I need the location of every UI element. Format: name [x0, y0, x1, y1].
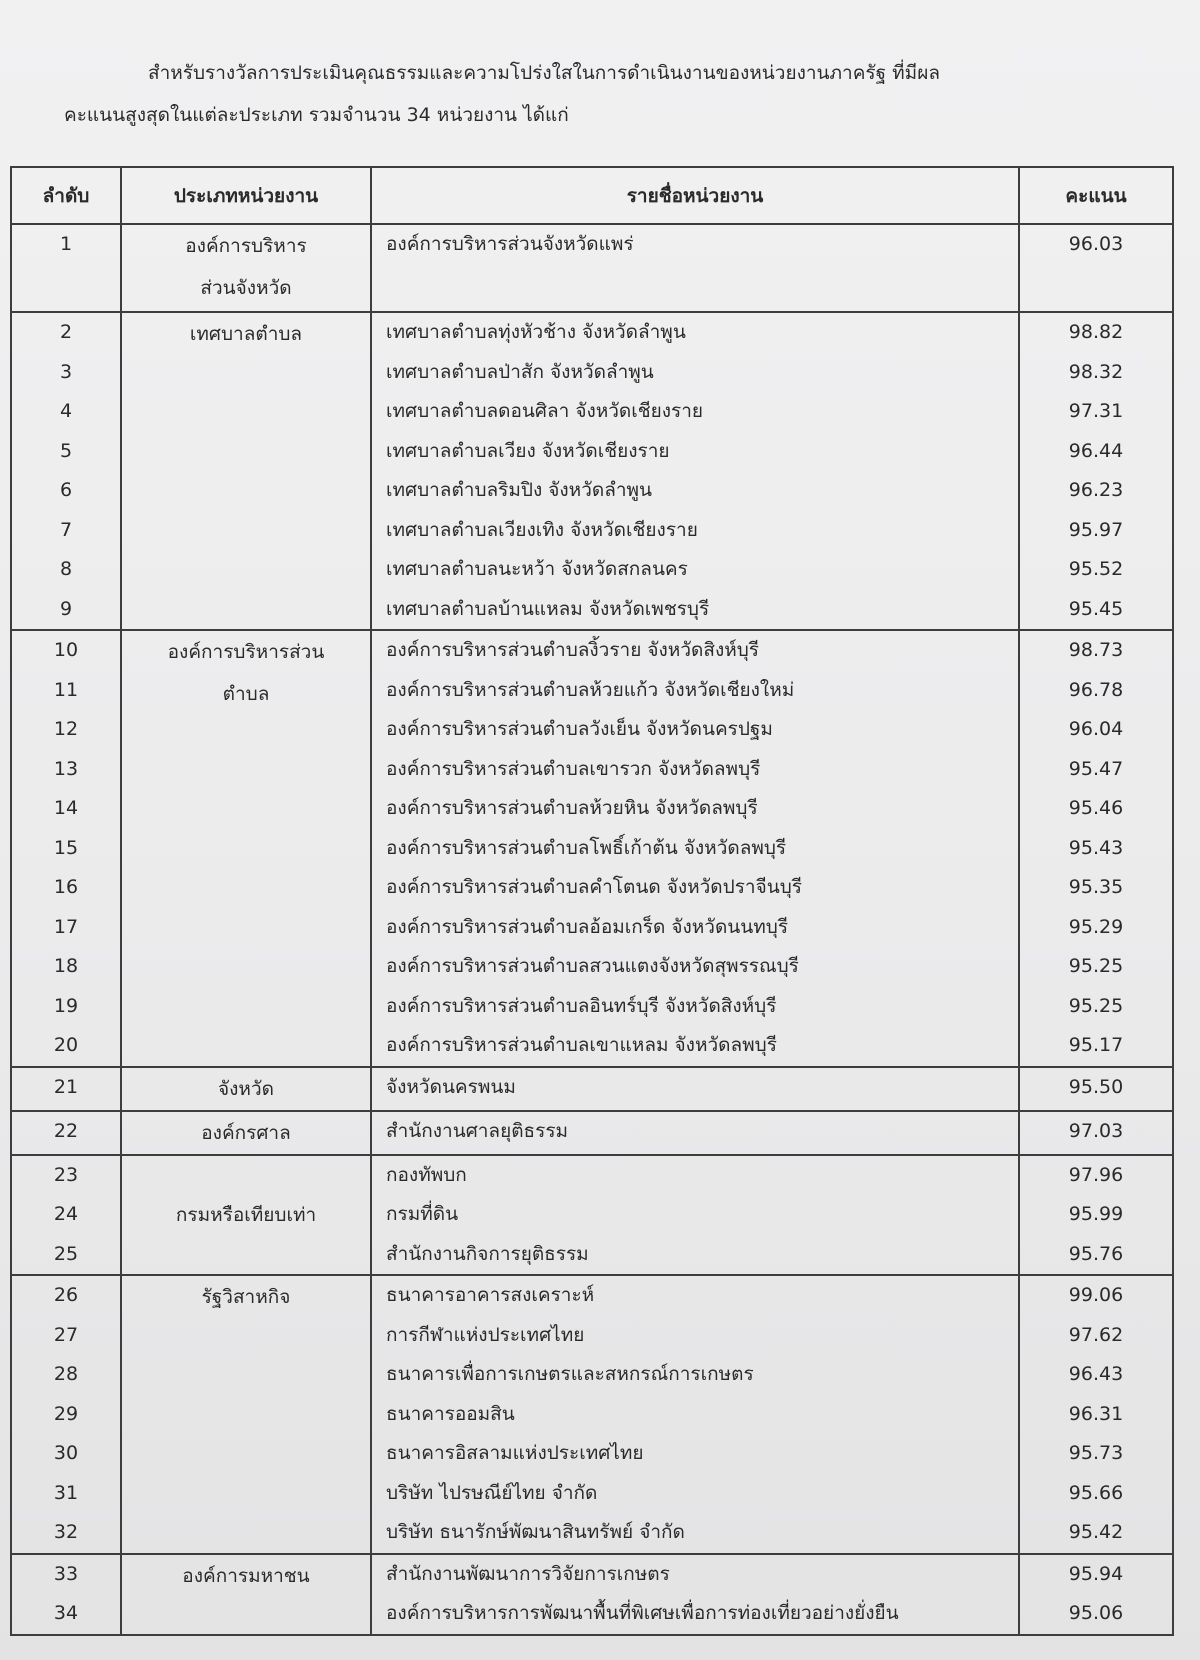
agency-type-label: จังหวัด [218, 1077, 274, 1100]
rank-number: 29 [53, 1402, 79, 1425]
rank-number: 28 [53, 1363, 79, 1385]
rank-number: 34 [53, 1602, 79, 1624]
rank-number: 21 [53, 1075, 79, 1098]
score-value: 95.66 [1068, 1481, 1124, 1504]
agency-type-label: องค์การบริหารส่วน [167, 641, 325, 663]
agency-name: เทศบาลตำบลทุ่งหัวช้าง จังหวัดลำพูน [386, 321, 686, 343]
agency-group [11, 312, 1173, 630]
score-value: 95.25 [1068, 994, 1124, 1017]
rank-number: 32 [53, 1521, 79, 1543]
score-cell [1019, 1111, 1173, 1155]
agency-name-cell [371, 1275, 1019, 1554]
score-value: 98.73 [1068, 639, 1124, 661]
score-value: 95.97 [1068, 518, 1124, 541]
rank-cell [11, 1554, 121, 1635]
agency-name: องค์การบริหารส่วนตำบลงิ้วราย จังหวัดสิงห์บุรี [386, 639, 760, 661]
agency-name: เทศบาลตำบลบ้านแหลม จังหวัดเพชรบุรี [386, 597, 710, 620]
agency-name: สำนักงานกิจการยุติธรรม [386, 1242, 589, 1265]
agency-name: เทศบาลตำบลริมปิง จังหวัดลำพูน [386, 479, 653, 501]
score-cell [1019, 1067, 1173, 1111]
rank-cell [11, 630, 121, 1067]
score-value: 96.78 [1068, 678, 1124, 701]
agency-name: องค์การบริหารส่วนตำบลสวนแตงจังหวัดสุพรรณบุรี [386, 955, 799, 977]
rank-number: 8 [59, 558, 73, 580]
score-cell [1019, 1275, 1173, 1554]
awards-table [10, 166, 1174, 1636]
score-value: 97.96 [1068, 1163, 1124, 1186]
table-row [11, 1554, 1173, 1635]
agency-group [11, 630, 1173, 1067]
agency-type-cell [121, 1554, 371, 1635]
agency-name: บริษัท ธนารักษ์พัฒนาสินทรัพย์ จำกัด [386, 1521, 685, 1543]
agency-name: เทศบาลตำบลป่าสัก จังหวัดลำพูน [386, 360, 654, 383]
rank-number: 12 [53, 718, 79, 740]
rank-cell [11, 1111, 121, 1155]
agency-name: องค์การบริหารส่วนตำบลห้วยหิน จังหวัดลพบุรี [386, 797, 758, 819]
score-cell [1019, 312, 1173, 630]
agency-name: องค์การบริหารส่วนจังหวัดแพร่ [386, 233, 634, 255]
score-value: 95.06 [1068, 1602, 1124, 1624]
agency-name: องค์การบริหารส่วนตำบลเขาแหลม จังหวัดลพบุรี [386, 1034, 777, 1056]
rank-cell [11, 1275, 121, 1554]
rank-number: 30 [53, 1442, 79, 1464]
agency-name: องค์การบริหารส่วนตำบลอินทร์บุรี จังหวัดสิงห์บุรี [386, 994, 777, 1017]
agency-type-cell [121, 630, 371, 1067]
rank-number: 22 [53, 1119, 79, 1142]
score-value: 96.03 [1068, 233, 1124, 255]
header-score: คะแนน [1019, 167, 1173, 224]
table-row [11, 224, 1173, 312]
score-value: 98.32 [1068, 360, 1124, 383]
score-value: 97.31 [1068, 400, 1124, 422]
rank-number: 19 [53, 994, 79, 1017]
rank-number: 4 [59, 400, 73, 422]
rank-number: 31 [53, 1481, 79, 1504]
agency-name: ธนาคารออมสิน [386, 1402, 515, 1425]
agency-type-cell [121, 1111, 371, 1155]
score-value: 95.29 [1068, 915, 1124, 938]
rank-number: 14 [53, 797, 79, 819]
score-cell [1019, 1155, 1173, 1276]
agency-name: องค์การบริหารส่วนตำบลวังเย็น จังหวัดนครปฐม [386, 718, 773, 740]
agency-name: จังหวัดนครพนม [386, 1075, 516, 1098]
agency-type-cell [121, 1067, 371, 1111]
agency-type-label: กรมหรือเทียบเท่า [175, 1203, 317, 1226]
rank-number: 11 [53, 678, 79, 701]
score-value: 95.46 [1068, 797, 1124, 819]
agency-name: องค์การบริหารส่วนตำบลคำโตนด จังหวัดปราจีนบุรี [386, 876, 802, 898]
agency-type-label: องค์การมหาชน [182, 1564, 310, 1587]
agency-name-cell [371, 312, 1019, 630]
agency-name: เทศบาลตำบลเวียง จังหวัดเชียงราย [386, 439, 670, 462]
agency-name: กรมที่ดิน [386, 1203, 459, 1225]
table-row [11, 312, 1173, 630]
score-value: 95.25 [1068, 955, 1124, 977]
rank-number: 6 [59, 479, 73, 501]
rank-number: 5 [59, 439, 73, 462]
agency-type-label: ส่วนจังหวัด [200, 277, 292, 299]
agency-name: การกีฬาแห่งประเทศไทย [386, 1323, 585, 1346]
agency-name: องค์การบริหารส่วนตำบลโพธิ์เก้าต้น จังหวัดลพบุรี [386, 836, 787, 859]
score-value: 95.35 [1068, 876, 1124, 898]
score-cell [1019, 630, 1173, 1067]
rank-cell [11, 312, 121, 630]
agency-type-label: องค์กรศาล [201, 1121, 291, 1144]
agency-group [11, 1554, 1173, 1635]
header-rank: ลำดับ [11, 167, 121, 224]
score-value: 95.94 [1068, 1562, 1124, 1585]
score-value: 99.06 [1068, 1284, 1124, 1306]
rank-number: 23 [53, 1163, 79, 1186]
table-row [11, 1155, 1173, 1276]
table-row [11, 1111, 1173, 1155]
agency-type-cell [121, 1275, 371, 1554]
rank-number: 2 [59, 321, 73, 343]
score-value: 96.23 [1068, 479, 1124, 501]
score-cell [1019, 1554, 1173, 1635]
score-value: 95.76 [1068, 1242, 1124, 1265]
agency-name: องค์การบริหารส่วนตำบลอ้อมเกร็ด จังหวัดนนทบุรี [386, 915, 789, 938]
agency-name: องค์การบริหารส่วนตำบลเขารวก จังหวัดลพบุรี [386, 757, 761, 780]
score-value: 98.82 [1068, 321, 1124, 343]
rank-number: 16 [53, 876, 79, 898]
agency-name: สำนักงานพัฒนาการวิจัยการเกษตร [386, 1562, 670, 1585]
rank-number: 25 [53, 1242, 79, 1265]
agency-name: บริษัท ไปรษณีย์ไทย จำกัด [386, 1481, 598, 1504]
agency-name: องค์การบริหารการพัฒนาพื้นที่พิเศษเพื่อการท่องเที่ยวอย่างยั่งยืน [386, 1602, 899, 1624]
rank-number: 15 [53, 836, 79, 859]
agency-name: เทศบาลตำบลดอนศิลา จังหวัดเชียงราย [386, 400, 704, 422]
rank-number: 9 [59, 597, 73, 620]
rank-number: 7 [59, 518, 73, 541]
score-value: 95.45 [1068, 597, 1124, 620]
rank-number: 27 [53, 1323, 79, 1346]
score-value: 95.73 [1068, 1442, 1124, 1464]
score-value: 96.43 [1068, 1363, 1124, 1385]
score-value: 95.52 [1068, 558, 1124, 580]
rank-number: 26 [53, 1284, 79, 1306]
agency-name: เทศบาลตำบลเวียงเทิง จังหวัดเชียงราย [386, 518, 698, 541]
rank-number: 13 [53, 757, 79, 780]
score-value: 95.17 [1068, 1034, 1124, 1056]
score-value: 95.99 [1068, 1203, 1124, 1225]
agency-name: องค์การบริหารส่วนตำบลห้วยแก้ว จังหวัดเชียงใหม่ [386, 678, 795, 701]
agency-type-cell [121, 1155, 371, 1276]
rank-number: 10 [53, 639, 79, 661]
agency-name-cell [371, 1067, 1019, 1111]
header-agency-name: รายชื่อหน่วยงาน [371, 167, 1019, 224]
agency-name-cell [371, 1554, 1019, 1635]
rank-number: 33 [53, 1562, 79, 1585]
rank-number: 20 [53, 1034, 79, 1056]
rank-number: 18 [53, 955, 79, 977]
rank-cell [11, 1155, 121, 1276]
agency-group [11, 1275, 1173, 1554]
rank-cell [11, 224, 121, 312]
agency-name-cell [371, 1111, 1019, 1155]
agency-type-label: เทศบาลตำบล [189, 323, 303, 345]
score-value: 97.03 [1068, 1119, 1124, 1142]
rank-number: 17 [53, 915, 79, 938]
agency-type-label: รัฐวิสาหกิจ [201, 1286, 291, 1308]
score-value: 96.31 [1068, 1402, 1124, 1425]
agency-type-label: องค์การบริหาร [185, 235, 307, 257]
agency-type-label: ตำบล [222, 683, 270, 705]
agency-name-cell [371, 224, 1019, 312]
agency-name: สำนักงานศาลยุติธรรม [386, 1119, 569, 1142]
agency-name: เทศบาลตำบลนะหว้า จังหวัดสกลนคร [386, 558, 688, 580]
agency-type-cell [121, 312, 371, 630]
table-row [11, 1275, 1173, 1554]
rank-number: 1 [59, 233, 73, 255]
rank-cell [11, 1067, 121, 1111]
agency-name-cell [371, 630, 1019, 1067]
score-value: 95.43 [1068, 836, 1124, 859]
score-cell [1019, 224, 1173, 312]
agency-name: ธนาคารอิสลามแห่งประเทศไทย [386, 1442, 644, 1464]
table-row [11, 1067, 1173, 1111]
agency-group [11, 1111, 1173, 1155]
agency-name: ธนาคารเพื่อการเกษตรและสหกรณ์การเกษตร [386, 1363, 754, 1385]
header-agency-type: ประเภทหน่วยงาน [121, 167, 371, 224]
agency-name: กองทัพบก [386, 1163, 467, 1186]
intro-line-2: คะแนนสูงสุดในแต่ละประเภท รวมจำนวน 34 หน่วยงาน ได้แก่ [64, 104, 569, 126]
score-value: 96.04 [1068, 718, 1124, 740]
agency-group [11, 1067, 1173, 1111]
intro-paragraph [64, 52, 1144, 136]
score-value: 96.44 [1068, 439, 1124, 462]
agency-name-cell [371, 1155, 1019, 1276]
table-header [11, 167, 1173, 224]
score-value: 95.47 [1068, 757, 1124, 780]
agency-name: ธนาคารอาคารสงเคราะห์ [386, 1284, 595, 1306]
rank-number: 3 [59, 360, 73, 383]
score-value: 97.62 [1068, 1323, 1124, 1346]
score-value: 95.50 [1068, 1075, 1124, 1098]
rank-number: 24 [53, 1203, 79, 1225]
intro-line-1: สำหรับรางวัลการประเมินคุณธรรมและความโปร่งใสในการดำเนินงานของหน่วยงานภาครัฐ ที่มีผล [148, 62, 940, 84]
table-row [11, 630, 1173, 1067]
agency-type-cell [121, 224, 371, 312]
agency-group [11, 1155, 1173, 1276]
score-value: 95.42 [1068, 1521, 1124, 1543]
agency-group [11, 224, 1173, 312]
